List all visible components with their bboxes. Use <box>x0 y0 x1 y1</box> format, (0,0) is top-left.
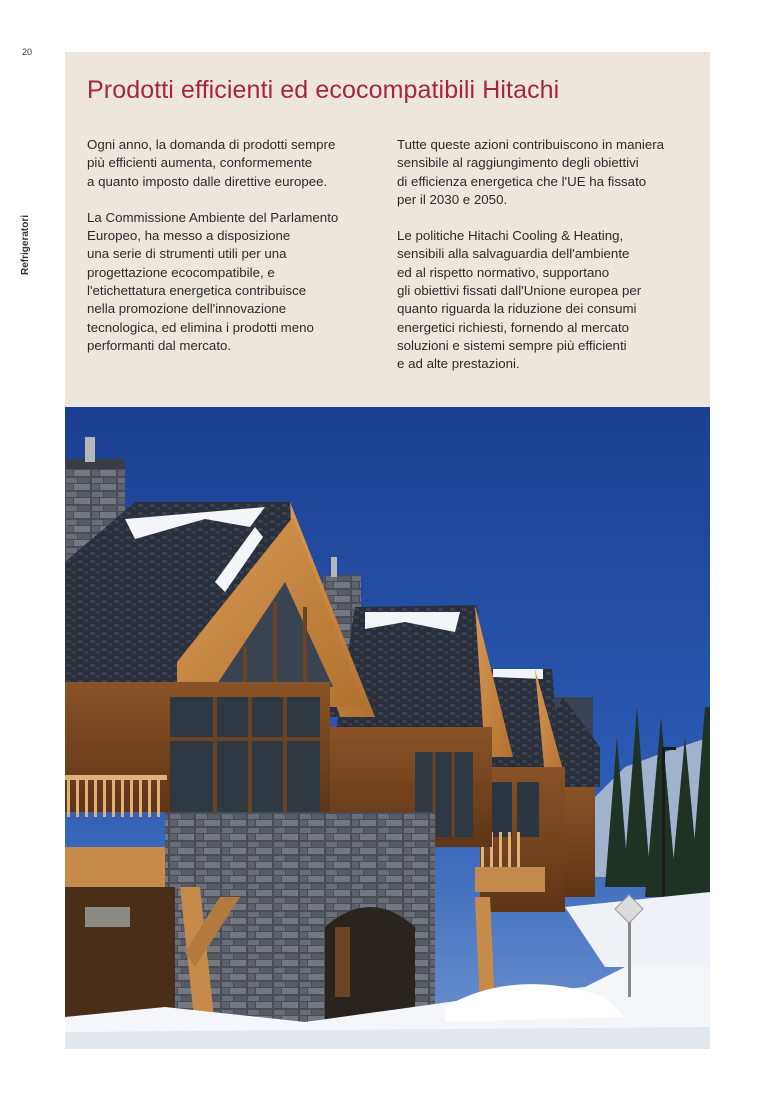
chalets-photo <box>65 407 710 1049</box>
right-column <box>397 136 687 392</box>
page-number: 20 <box>22 47 33 57</box>
page-title: Prodotti efficienti ed ecocompatibili Hitachi <box>87 76 560 104</box>
paragraph: La Commissione Ambiente del Parlamento Europeo, ha messo a disposizione una serie di strumenti utili per una progettazione ecocompatibile, e l'etichettatura energetica contribuisce nella promozione dell'innovazione tecnologica, ed elimina i prodotti meno performanti dal mercato. <box>87 209 339 353</box>
paragraph: Le politiche Hitachi Cooling & Heating, sensibili alla salvaguardia dell'ambiente ed al rispetto normativo, supportano gli obiettivi fissati dall'Unione europea per quanto riguarda la riduzione dei consumi energetici richiesti, fornendo al mercato soluzioni e sistemi sempre più efficienti e ad alte prestazioni. <box>397 228 642 372</box>
paragraph: Ogni anno, la domanda di prodotti sempre più efficienti aumenta, conformemente a quanto imposto dalle direttive europee. <box>87 137 336 189</box>
paragraph: Tutte queste azioni contribuiscono in maniera sensibile al raggiungimento degli obiettivi di efficienza energetica che l'UE ha fissato per il 2030 e 2050. <box>397 137 665 207</box>
left-column <box>87 136 377 373</box>
section-label: Refrigeratori <box>20 214 31 275</box>
text-panel <box>65 52 710 407</box>
